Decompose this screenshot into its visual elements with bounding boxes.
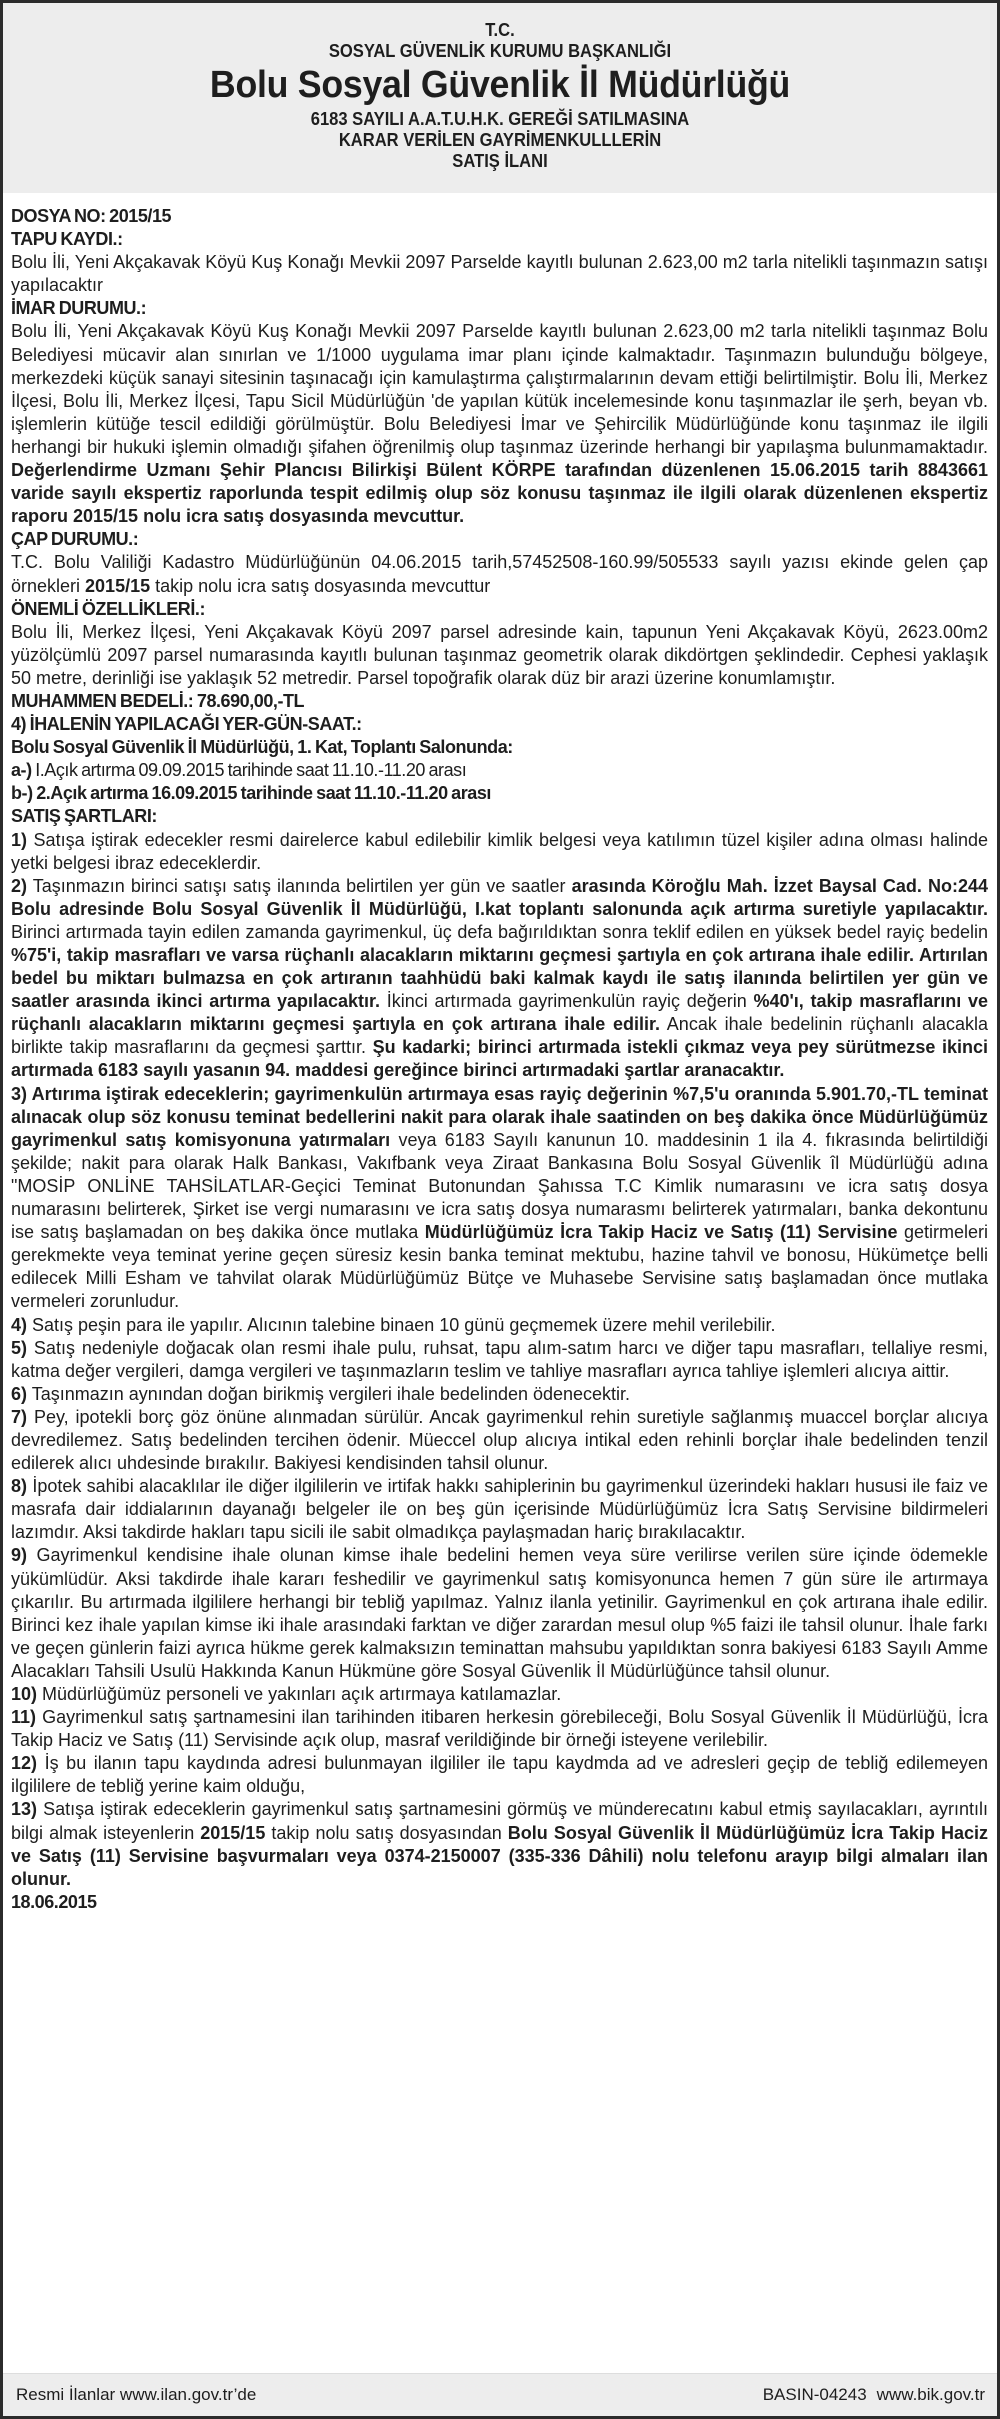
auction-first-label: a-) (11, 760, 32, 781)
condition-number: 1) (11, 829, 28, 850)
condition-text: getirmeleri gerekmekte veya teminat yerine geçen süresiz kesin banka teminat mektubu, hazine tahvil ve bonosu, Hükümetçe belli edilecek Milli Esham ve tahvilat olarak Müdürlüğümüz Bütçe ve Muhasebe Servisine satış başlamadan önce mutlaka vermeleri zorunludur. (11, 1222, 988, 1312)
section-heading-cap: ÇAP DURUMU.: (11, 529, 139, 550)
auction-first (11, 759, 988, 782)
section-text-cap-bold: 2015/15 (85, 575, 151, 596)
condition-item-6 (11, 1383, 988, 1406)
condition-text: veya 6183 Sayılı kanunun 10. maddesinin 1 ila 4. fıkrasında belirtildiği şekilde; nakit para olarak Halk Bankası, Vakıfbank veya Ziraat Bankasına Bolu Sosyal Güvenlik îl Müdürlüğü adına "MOSİP ONLİNE TAHSİLATLAR-Geçici Teminat Butonundan Şahıssa T.C Kimlik numarasını ve icra satış dosya numarasını belirterek, Şirket ise vergi numarasını ve icra satış dosya numarasmı belirterek yatırmaları, banka dekontunu ise satış başlamadan on beş dakika önce mutlaka (11, 1129, 989, 1243)
auction-place: Bolu Sosyal Güvenlik İl Müdürlüğü, 1. Kat, Toplantı Salonunda: (11, 737, 513, 758)
section-text-imar: Bolu İli, Yeni Akçakavak Köyü Kuş Konağı Mevkii 2097 Parselde kayıtlı bulunan 2.623,00 m2 tarla nitelikli taşınmaz Bolu Belediyesi mücavir alan sınırlan ve 1/1000 uygulama imar planı içinde kalmaktadır. Taşınmazın bulunduğu bölgeye, merkezdeki küçük sanayi sitesinin taşınacağı için kamulaştırma çalıştırmalarının devam ettiği belirtilmiştir. Bolu İli, Merkez İlçesi, Bolu İli, Merkez İlçesi, Tapu Sicil Müdürlüğün 'de yapılan kütük incelemesinde konu taşınmazlar ile şerh, beyan vb. işlemlerin kütüğe tescil edildiği görülmüştür. Bolu Belediyesi İmar ve Şehircilik Müdürlüğünde konu taşınmaz ile ilgili herhangi bir hukuki işlemin olmadığı şifahen öğrenilmiş olup taşınmaz üzerinde herhangi bir yapılaşma bulunmamaktadır. (11, 321, 988, 457)
condition-number: 9) (11, 1545, 28, 1566)
condition-number: 11) (11, 1707, 37, 1728)
section-heading-tapu: TAPU KAYDI.: (11, 229, 123, 250)
section-text-cap-1: T.C. Bolu Valiliği Kadastro Müdürlüğünün 04.06.2015 tarih,57452508-160.99/505533 sayılı yazısı ekinde gelen çap örnekleri (11, 552, 988, 596)
condition-item-2 (11, 875, 988, 1083)
estimated-value: MUHAMMEN BEDELİ.: 78.690,00,-TL (11, 690, 305, 711)
auction-first-text: I.Açık artırma 09.09.2015 tarihinde saat 11.10.-11.20 arası (31, 760, 467, 781)
condition-item-12 (11, 1752, 988, 1798)
condition-number: 5) (11, 1337, 28, 1358)
condition-text: Satış peşin para ile yapılır. Alıcının talebine binaen 10 günü geçmemek üzere mehil verilebilir. (27, 1314, 776, 1335)
header-tc: T.C. (485, 20, 515, 40)
page-title: Bolu Sosyal Güvenlik İl Müdürlüğü (209, 64, 791, 106)
header-notice-type: SATIŞ İLANI (452, 151, 548, 171)
condition-item-4 (11, 1314, 988, 1337)
condition-text: Pey, ipotekli borç göz önüne alınmadan sürülür. Ancak gayrimenkul rehin suretiyle sağlanmış muaccel borçlar alıcıya devredilemez. Satış bedelinden tercihen ödenir. Müeccel olup alıcıya intikal eden rehinli borçlar ihale bedelinden tenzil edilerek alıcı uhdesinde bırakılır. Bakiyesi kendisinden tahsil olunur. (11, 1406, 988, 1474)
header-decision-line: KARAR VERİLEN GAYRİMENKULLLERİN (338, 130, 662, 150)
condition-number: 12) (11, 1753, 38, 1774)
condition-text: Taşınmazın aynından doğan birikmiş vergileri ihale bedelinden ödenecektir. (27, 1383, 631, 1404)
official-notices-link[interactable]: Resmi İlanlar www.ilan.gov.tr’de (16, 2385, 257, 2404)
auction-second-text: 2.Açık artırma 16.09.2015 tarihinde saat 11.10.-11.20 arası (32, 783, 491, 804)
condition-text: İpotek sahibi alacaklılar ile diğer ilgililerin ve irtifak hakkı sahiplerinin bu gayrimenkul üzerindeki hakları hususi ile faiz ve masrafa dair iddialarının dayanağı belgeler ile on beş gün içerisinde Müdürlüğümüz İcra Satış Servisine bildirmeleri lazımdır. Aksi takdirde hakları tapu sicili ile sabit olmadıkça paylaşmadan hariç bırakılacaktır. (11, 1476, 988, 1543)
condition-text: Gayrimenkul kendisine ihale olunan kimse ihale bedelini hemen veya süre verilirse verilen süre içinde ödemekle yükümlüdür. Aksi takdirde ihale kararı feshedilir ve gayrimenkul satış komisyonunca hemen 7 gün süre ile artırmaya çıkarılır. Bu artırmada ilgililere herhangi bir tebliğ yapılmaz. Yalnız ilanla yetinilir. Gayrimenkul en çok artırana ihale edilir. Birinci kez ihale yapılan kimse iki ihale arasındaki farktan ve diğer zarardan mesul olup %5 faizi ile tahsil olunur. İhale farkı ve geçen günlerin faizi ayrıca hükme gerek kalmaksızın teminattan mahsubu yapıldıktan sonra bakiyesi 6183 Sayılı Amme Alacakları Tahsili Usulü Hakkında Kanun Hükmüne göre Sosyal Güvenlik İl Müdürlüğünce tahsil olunur. (11, 1545, 988, 1681)
condition-text: takip nolu satış dosyasından (265, 1822, 508, 1843)
condition-item-3 (11, 1083, 988, 1314)
notice-body (3, 193, 997, 1914)
condition-item-13 (11, 1798, 988, 1890)
condition-item-11 (11, 1706, 988, 1752)
section-text-onemli: Bolu İli, Merkez İlçesi, Yeni Akçakavak Köyü 2097 parsel adresinde kain, tapunun Yeni Akçakavak Köyü, 2623.00m2 yüzölçümlü 2097 parsel numarasında kayıtlı bulunan taşınmaz geometrik olarak dikdörtgen şeklindedir. Cephesi yaklaşık 50 metre, derinliği ise yaklaşık 52 metredir. Parsel topoğrafik olarak düz bir arazi üzerine konumlamıştır. (11, 621, 988, 688)
condition-text-bold: Şu kadarki; birinci artırmada istekli çıkmaz veya pey sürütmezse ikinci artırmada 6183 sayılı yasanın 94. maddesi gereğince birinci artırmadaki şartlar aranacaktır. (11, 1037, 988, 1081)
condition-text-bold: %75'i, takip masrafları ve varsa rüçhanlı alacakların miktarını geçmesi şartıyla en çok artırana ihale edilir. Artırılan bedel bu miktarı bulmazsa en çok artıranın taahhüdü baki kalmak kaydı ile satış ilanında belirtilen yer gün ve saatler arasında ikinci artırma yapılacaktır. (11, 945, 988, 1012)
condition-item-7 (11, 1406, 988, 1475)
section-text-tapu: Bolu İli, Yeni Akçakavak Köyü Kuş Konağı Mevkii 2097 Parselde kayıtlı bulunan 2.623,00 m2 tarla nitelikli taşınmazın satışı yapılacaktır (11, 252, 988, 296)
condition-number: 6) (11, 1383, 28, 1404)
condition-number: 2) (11, 875, 28, 896)
section-heading-ihale: 4) İHALENİN YAPILACAĞI YER-GÜN-SAAT.: (11, 714, 362, 735)
notice-footer (3, 2373, 997, 2416)
condition-text: Birinci artırmada tayin edilen zamanda gayrimenkul, üç defa bağırıldıktan sonra teklif edilen en yüksek bedel rayiç bedelin (11, 921, 988, 942)
section-text-cap-2: takip nolu icra satış dosyasında mevcuttur (150, 575, 491, 596)
header-law-line: 6183 SAYILI A.A.T.U.H.K. GEREĞİ SATILMASINA (310, 109, 690, 129)
condition-number: 13) (11, 1799, 38, 1820)
condition-text: İş bu ilanın tapu kaydında adresi bulunmayan ilgililer ile tapu kaydmda ad ve adresleri geçip de tebliğ edilemeyen ilgililere de tebliğ yerine kaim olduğu, (11, 1753, 988, 1797)
section-heading-sartlar: SATIŞ ŞARTLARI: (11, 806, 157, 827)
condition-text-bold: Müdürlüğümüz İcra Takip Haciz ve Satış (11) Servisine (424, 1222, 898, 1243)
section-cap (11, 551, 988, 597)
auction-second (11, 782, 988, 805)
condition-text: Taşınmazın birinci satışı satış ilanında belirtilen yer gün ve saatler (27, 875, 572, 896)
condition-text: Gayrimenkul satış şartnamesini ilan tarihinden itibaren herkesin görebileceği, Bolu Sosyal Güvenlik İl Müdürlüğü, İcra Takip Haciz ve Satış (11) Servisinde açık olup, masraf verildiğinde bir örneği isteyene verilebilir. (11, 1707, 988, 1751)
bik-website-link[interactable]: www.bik.gov.tr (876, 2385, 985, 2404)
section-text-imar-bold: Değerlendirme Uzmanı Şehir Plancısı Bilirkişi Bülent KÖRPE tarafından düzenlenen 15.06.2015 tarih 8843661 varide sayılı ekspertiz raporlunda tespit edilmiş olup söz konusu taşınmaz ile ilgili olarak düzenlenen ekspertiz raporu 2015/15 nolu icra satış dosyasında mevcuttur. (11, 460, 988, 527)
condition-number: 4) (11, 1314, 28, 1335)
section-heading-onemli: ÖNEMLİ ÖZELLİKLERİ.: (11, 598, 205, 619)
condition-text: İkinci artırmada gayrimenkulün rayiç değerin (380, 991, 754, 1012)
condition-text-bold: 2015/15 (200, 1822, 266, 1843)
condition-text-bold: %40'ı, takip masraflarını ve rüçhanlı alacakların miktarını geçmesi şartıyla en çok artırana ihale edilir. (11, 991, 988, 1035)
condition-text: Ancak ihale bedelinin rüçhanlı alacakla birlikte takip masraflarını da geçmesi şarttır. (11, 1014, 989, 1058)
condition-number: 8) (11, 1476, 28, 1497)
notice-date: 18.06.2015 (11, 1891, 97, 1912)
condition-text-bold: 3) Artırıma iştirak edeceklerin; gayrimenkulün artırmaya esas rayiç değerinin %7,5'u oranında 5.901.70,-TL teminat alınacak olup söz konusu teminat bedellerini nakit para olarak ihale saatinden on beş dakika önce Müdürlüğümüz gayrimenkul satış komisyonuna yatırmaları (11, 1083, 988, 1150)
condition-item-10 (11, 1683, 988, 1706)
section-heading-imar: İMAR DURUMU.: (11, 298, 147, 319)
condition-text-bold: Bolu Sosyal Güvenlik İl Müdürlüğümüz İcra Takip Haciz ve Satış (11) Servisine başvurmaları veya 0374-2150007 (335-336 Dâhili) nolu telefonu arayıp bilgi almaları ilan olunur. (11, 1822, 988, 1889)
condition-item-1 (11, 829, 988, 875)
auction-second-label: b-) (11, 783, 33, 804)
header-institution: SOSYAL GÜVENLİK KURUMU BAŞKANLIĞI (328, 41, 672, 61)
condition-number: 7) (11, 1406, 28, 1427)
notice-header (3, 3, 997, 193)
condition-number: 10) (11, 1684, 38, 1704)
condition-text: Satış nedeniyle doğacak olan resmi ihale pulu, ruhsat, tapu alım-satım harcı ve diğer tapu masrafları, tellaliye resmi, katma değer vergileri, damga vergileri ve taşınmazların teslim ve tahliye masrafları ayrıca tahliye işlemleri alıcıya aittir. (11, 1337, 988, 1381)
condition-text: Satışa iştirak edecekler resmi dairelerce kabul edilebilir kimlik belgesi veya katılımın tüzel kişiler adına olması halinde yetki belgesi ibraz edeceklerdir. (11, 829, 988, 873)
section-imar (11, 320, 988, 528)
condition-item-9 (11, 1544, 988, 1683)
press-code: BASIN-04243 (762, 2385, 867, 2404)
file-number: DOSYA NO: 2015/15 (11, 206, 172, 226)
condition-item-5 (11, 1337, 988, 1383)
condition-text: Müdürlüğümüz personeli ve yakınları açık artırmaya katılamazlar. (37, 1684, 562, 1704)
condition-text-bold: arasında Köroğlu Mah. İzzet Baysal Cad. No:244 Bolu adresinde Bolu Sosyal Güvenlik İl Müdürlüğü, I.kat toplantı salonunda açık artırma suretiyle yapılacaktır. (11, 875, 988, 919)
condition-item-8 (11, 1475, 988, 1544)
condition-text: Satışa iştirak edeceklerin gayrimenkul satış şartnamesini görmüş ve münderecatını kabul etmiş sayılacakları, ayrıntılı bilgi almak isteyenlerin (11, 1799, 988, 1843)
footer-right (763, 2374, 985, 2416)
